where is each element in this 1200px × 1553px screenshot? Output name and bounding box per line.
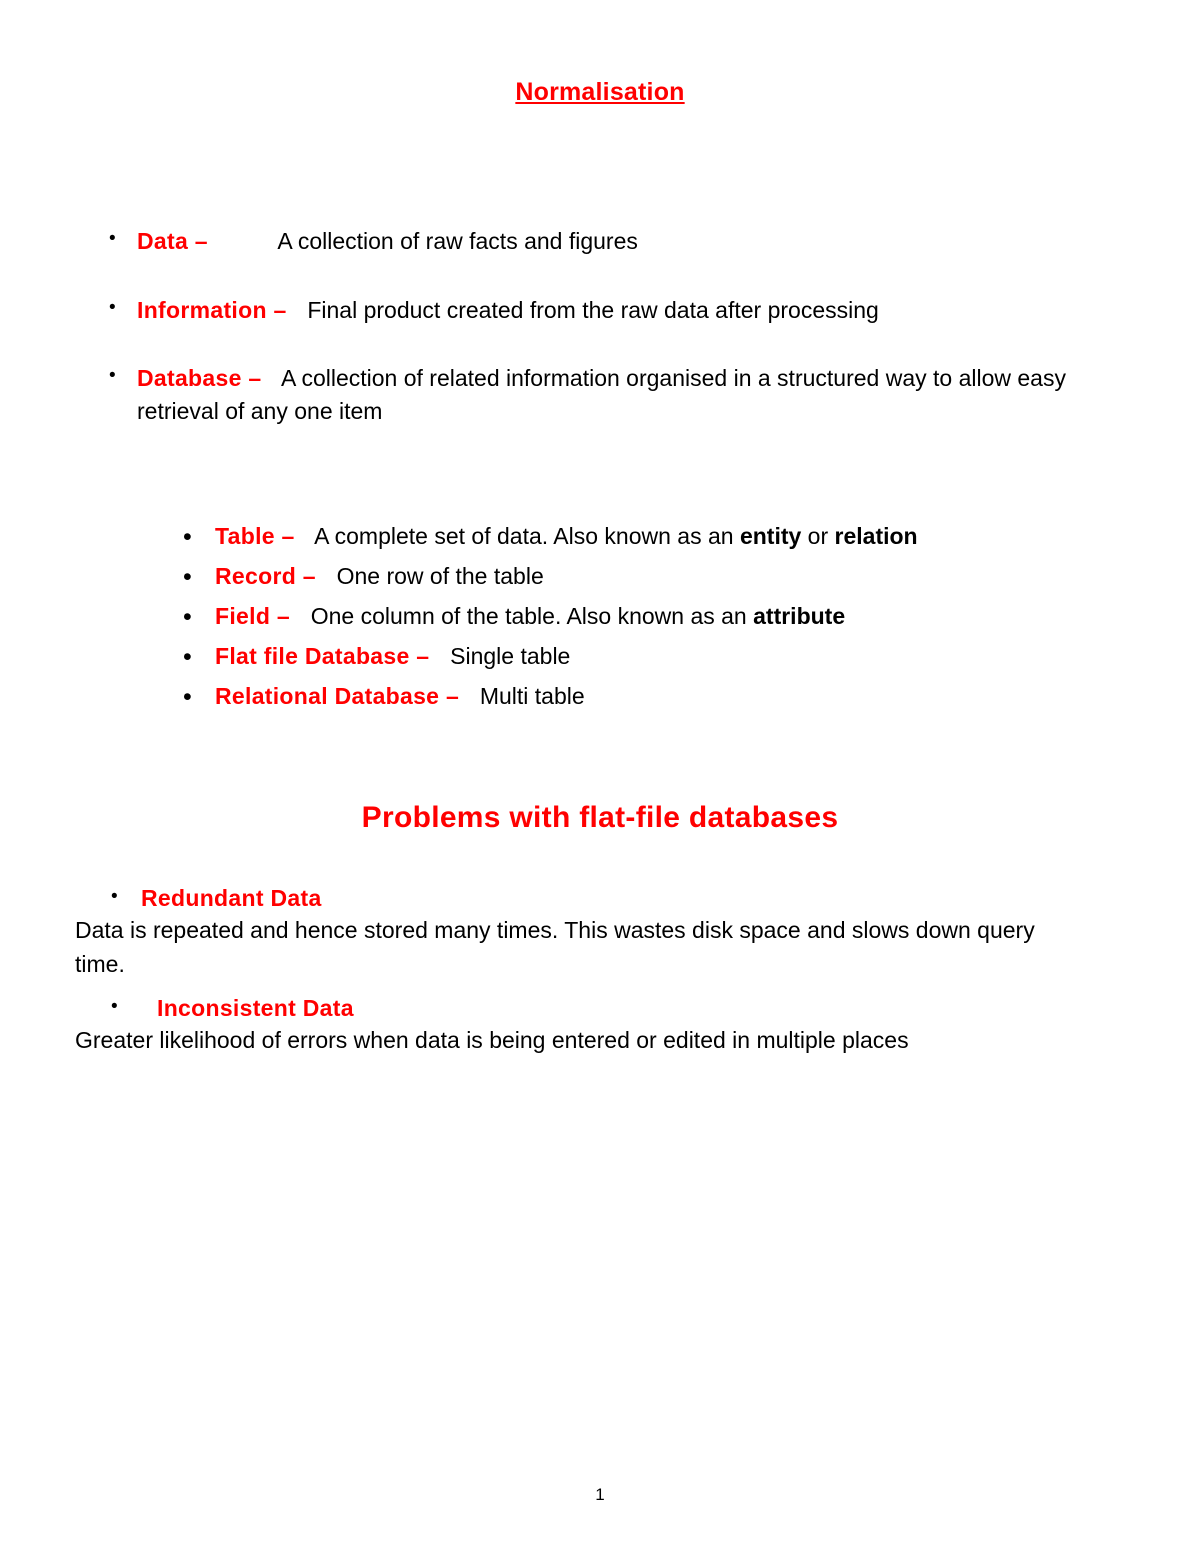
definition-term: Information – bbox=[137, 296, 287, 323]
definition-term: Data – bbox=[137, 228, 208, 254]
problem-body: Data is repeated and hence stored many times. This wastes disk space and slows down query time. bbox=[75, 917, 1035, 977]
bullet-icon: • bbox=[109, 228, 116, 249]
bullet-icon: • bbox=[183, 522, 192, 551]
page-number: 1 bbox=[595, 1485, 605, 1504]
definition-text: A complete set of data. Also known as an bbox=[314, 522, 740, 549]
definition-text: A collection of related information organised in a structured way to allow easy retrieval of any one item bbox=[137, 365, 1066, 424]
definition-emphasis: entity bbox=[739, 522, 802, 549]
section-heading: Problems with flat-file databases bbox=[361, 801, 839, 835]
definition-term: Record – bbox=[215, 562, 316, 589]
list-item bbox=[75, 600, 1125, 633]
problems-list bbox=[75, 885, 1125, 1057]
definition-emphasis-2: relation bbox=[834, 522, 918, 549]
definition-text-middle: or bbox=[801, 522, 835, 549]
definition-term: Relational Database – bbox=[215, 683, 460, 710]
definition-text: Single table bbox=[450, 642, 571, 669]
definition-text: Final product created from the raw data after processing bbox=[307, 296, 879, 323]
bullet-icon: • bbox=[109, 365, 116, 387]
bullet-icon: • bbox=[183, 642, 192, 671]
list-item bbox=[75, 362, 1125, 427]
page-title: Normalisation bbox=[515, 78, 685, 106]
list-item bbox=[75, 520, 1125, 553]
list-item bbox=[75, 995, 1125, 1022]
bullet-icon: • bbox=[183, 562, 192, 591]
definition-term: Field – bbox=[215, 602, 290, 629]
problem-heading: Inconsistent Data bbox=[157, 994, 354, 1021]
definition-term: Database – bbox=[137, 365, 262, 392]
definition-emphasis: attribute bbox=[753, 602, 846, 629]
bullet-icon: • bbox=[111, 995, 118, 1017]
definitions-list bbox=[75, 225, 1125, 428]
bullet-icon: • bbox=[183, 602, 192, 631]
definition-text: Multi table bbox=[479, 683, 585, 710]
list-item bbox=[75, 225, 1125, 258]
definition-term: Flat file Database – bbox=[215, 642, 430, 669]
definition-text: One column of the table. Also known as an bbox=[310, 602, 754, 629]
problem-body: Greater likelihood of errors when data is being entered or edited in multiple places bbox=[75, 1026, 909, 1053]
bullet-icon: • bbox=[111, 886, 118, 908]
list-item bbox=[75, 680, 1125, 713]
definition-text: One row of the table bbox=[336, 562, 544, 589]
list-item bbox=[75, 885, 1125, 912]
problem-heading: Redundant Data bbox=[141, 885, 322, 912]
bullet-icon: • bbox=[109, 296, 116, 318]
list-item bbox=[75, 640, 1125, 673]
definition-term: Table – bbox=[215, 522, 295, 549]
bullet-icon: • bbox=[183, 683, 192, 712]
sub-definitions-list bbox=[75, 520, 1125, 714]
definition-text: A collection of raw facts and figures bbox=[277, 228, 638, 254]
list-item bbox=[75, 294, 1125, 327]
list-item bbox=[75, 560, 1125, 593]
